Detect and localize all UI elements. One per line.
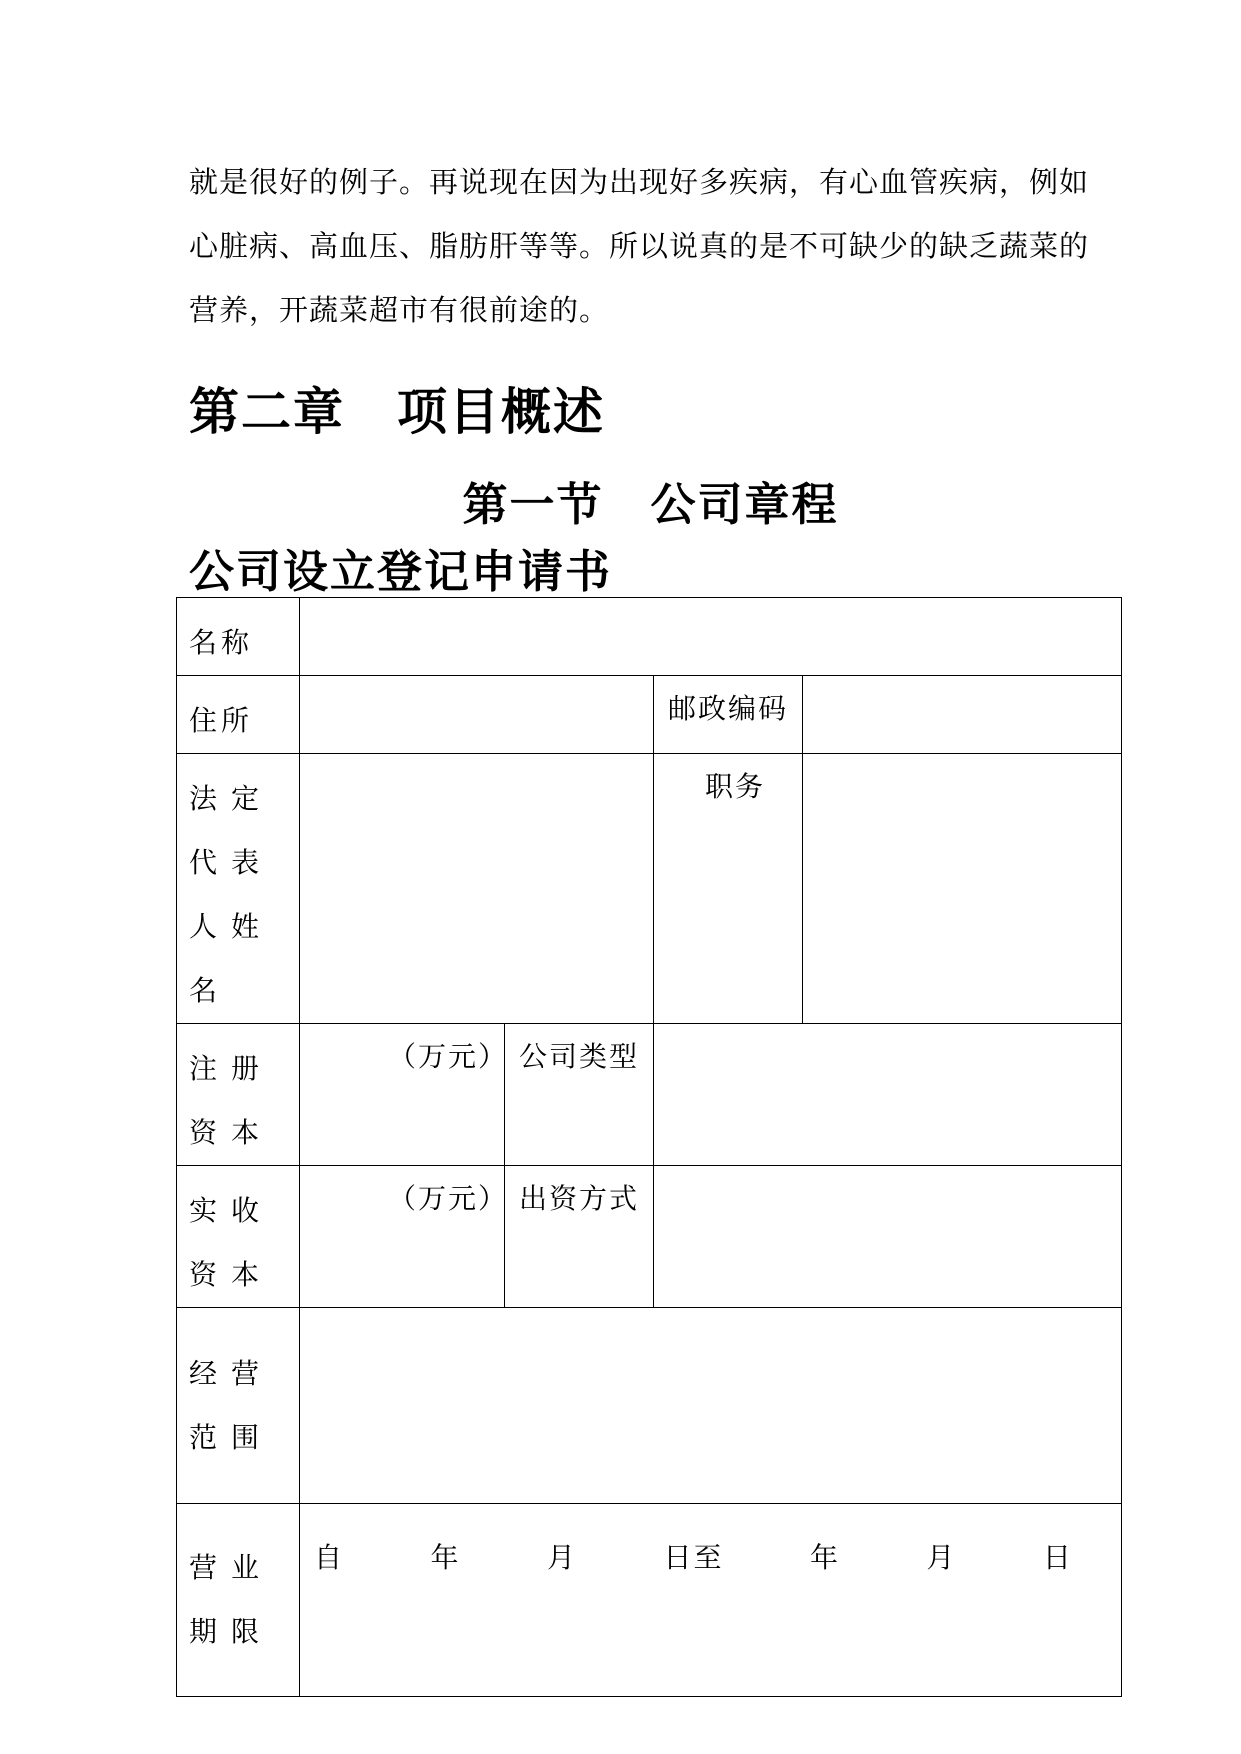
postcode-label: 邮政编码 bbox=[654, 676, 803, 754]
name-field[interactable] bbox=[300, 598, 1122, 676]
term-from: 自 bbox=[314, 1541, 345, 1574]
term-start-day-to: 日至 bbox=[663, 1541, 724, 1574]
intro-line: 就是很好的例子。再说现在因为出现好多疾病，有心血管疾病，例如 bbox=[189, 165, 1090, 199]
legal-rep-label: 法定代表人姓名 bbox=[177, 754, 300, 1024]
term-start-month: 月 bbox=[546, 1541, 577, 1574]
intro-line: 营养，开蔬菜超市有很前途的。 bbox=[189, 293, 610, 327]
intro-paragraph bbox=[189, 150, 1090, 342]
term-end-month: 月 bbox=[926, 1541, 957, 1574]
chapter-title: 第二章 项目概述 bbox=[189, 382, 605, 441]
name-label: 名称 bbox=[177, 598, 300, 676]
paid-capital-label: 实收资本 bbox=[177, 1166, 300, 1308]
term-label: 营业期限 bbox=[177, 1504, 300, 1697]
term-end-year: 年 bbox=[809, 1541, 840, 1574]
contribution-method-field[interactable] bbox=[654, 1166, 1122, 1308]
paid-capital-field[interactable]: （万元） bbox=[300, 1166, 505, 1308]
section-title: 第一节 公司章程 bbox=[462, 478, 839, 531]
postcode-field[interactable] bbox=[803, 676, 1122, 754]
business-scope-field[interactable] bbox=[300, 1308, 1122, 1504]
address-label: 住所 bbox=[177, 676, 300, 754]
contribution-method-label: 出资方式 bbox=[505, 1166, 654, 1308]
registered-capital-field[interactable]: （万元） bbox=[300, 1024, 505, 1166]
company-type-field[interactable] bbox=[654, 1024, 1122, 1166]
intro-line: 心脏病、高血压、脂肪肝等等。所以说真的是不可缺少的缺乏蔬菜的 bbox=[189, 229, 1090, 263]
registered-capital-label: 注册资本 bbox=[177, 1024, 300, 1166]
term-end-day: 日 bbox=[1042, 1541, 1073, 1574]
term-field[interactable] bbox=[300, 1504, 1122, 1697]
term-start-year: 年 bbox=[430, 1541, 461, 1574]
form-title: 公司设立登记申请书 bbox=[189, 545, 613, 598]
address-field[interactable] bbox=[300, 676, 654, 754]
term-date-range bbox=[300, 1536, 1121, 1576]
legal-rep-field[interactable] bbox=[300, 754, 654, 1024]
business-scope-label: 经营范围 bbox=[177, 1308, 300, 1504]
position-field[interactable] bbox=[803, 754, 1122, 1024]
registration-form-table bbox=[176, 597, 1122, 1697]
position-label: 职务 bbox=[654, 754, 803, 1024]
company-type-label: 公司类型 bbox=[505, 1024, 654, 1166]
